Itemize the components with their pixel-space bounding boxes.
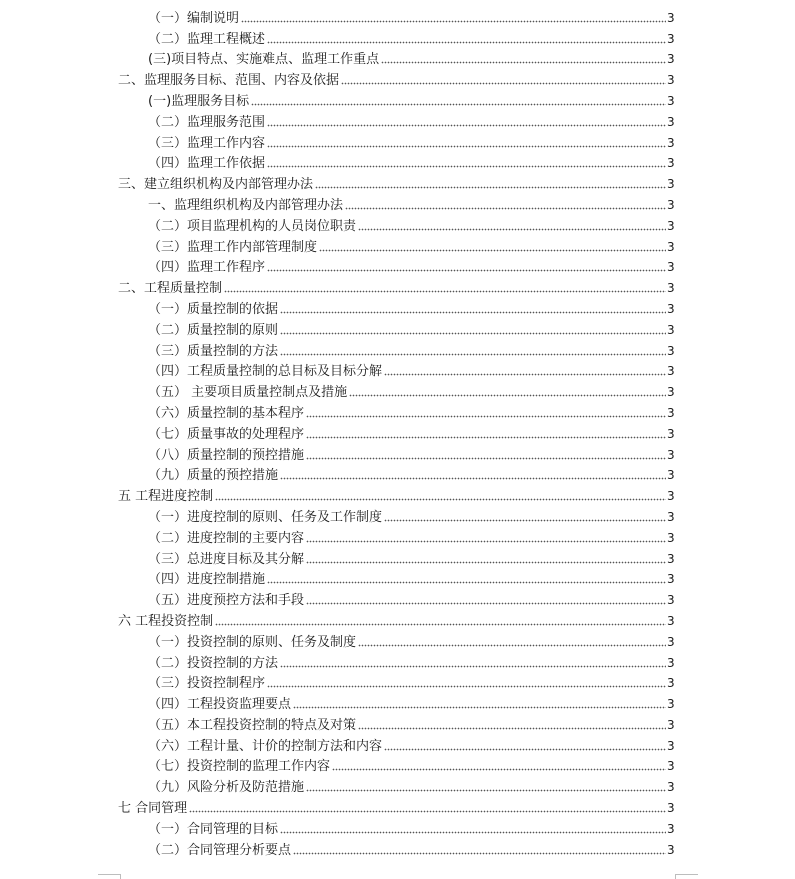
toc-dot-leader <box>306 593 666 605</box>
toc-page-number: 3 <box>667 385 675 400</box>
toc-entry-text: （七）质量事故的处理程序 <box>148 426 305 442</box>
toc-page-number: 3 <box>667 177 675 192</box>
toc-page-number: 3 <box>667 759 675 774</box>
toc-page-number: 3 <box>667 73 675 88</box>
toc-page-number: 3 <box>667 135 675 150</box>
toc-dot-leader <box>251 94 666 106</box>
toc-entry-text: （三）投资控制程序 <box>148 676 266 692</box>
toc-page-number: 3 <box>667 343 675 358</box>
toc-entry-text: （二）合同管理分析要点 <box>148 842 292 858</box>
toc-page-number: 3 <box>667 239 675 254</box>
toc-entry-text: （九）质量的预控措施 <box>148 468 279 484</box>
toc-subentry[interactable] <box>118 587 674 608</box>
toc-heading-entry[interactable] <box>118 275 674 296</box>
toc-entry-text: （二）监理工程概述 <box>148 31 266 47</box>
toc-subentry[interactable] <box>118 130 674 151</box>
table-of-contents <box>118 5 674 858</box>
page-corner-mark-left <box>98 874 121 879</box>
toc-entry-text: （四）工程质量控制的总目标及目标分解 <box>148 364 383 380</box>
toc-dot-leader <box>319 240 666 252</box>
toc-subentry[interactable] <box>118 546 674 567</box>
toc-dot-leader <box>358 635 666 647</box>
toc-entry-text: （九）风险分析及防范措施 <box>148 780 305 796</box>
toc-page-number: 3 <box>667 551 675 566</box>
toc-entry-text: （三）总进度目标及其分解 <box>148 551 305 567</box>
toc-dot-leader <box>341 73 666 85</box>
toc-dot-leader <box>267 572 666 584</box>
toc-entry-text: （三）监理工作内部管理制度 <box>148 239 318 255</box>
toc-dot-leader <box>267 115 666 127</box>
toc-dot-leader <box>345 198 666 210</box>
toc-page-number: 3 <box>667 697 675 712</box>
toc-dot-leader <box>293 697 666 709</box>
toc-dot-leader <box>267 136 666 148</box>
toc-entry-text: （八）质量控制的预控措施 <box>148 447 305 463</box>
toc-page-number: 3 <box>667 801 675 816</box>
toc-page-number: 3 <box>667 676 675 691</box>
toc-entry-text: （一）编制说明 <box>148 10 240 26</box>
toc-page-number: 3 <box>667 197 675 212</box>
toc-entry-text: 五 工程进度控制 <box>118 489 214 505</box>
toc-dot-leader <box>306 406 666 418</box>
toc-dot-leader <box>349 385 666 397</box>
toc-subentry[interactable] <box>118 650 674 671</box>
toc-entry-text: （四）进度控制措施 <box>148 572 266 588</box>
toc-entry-text: （四）监理工作程序 <box>148 260 266 276</box>
toc-dot-leader <box>280 323 666 335</box>
toc-page-number: 3 <box>667 322 675 337</box>
toc-dot-leader <box>224 281 666 293</box>
toc-entry-text: （四）监理工作依据 <box>148 156 266 172</box>
toc-dot-leader <box>381 52 666 64</box>
toc-dot-leader <box>293 843 666 855</box>
toc-subentry[interactable] <box>118 379 674 400</box>
toc-entry-text: (一)监理服务目标 <box>148 93 250 109</box>
toc-dot-leader <box>280 656 666 668</box>
toc-entry-text: （二）投资控制的方法 <box>148 655 279 671</box>
toc-page-number: 3 <box>667 634 675 649</box>
toc-subentry[interactable] <box>118 421 674 442</box>
toc-entry-text: 三、建立组织机构及内部管理办法 <box>118 177 314 193</box>
toc-entry-text: （一）质量控制的依据 <box>148 301 279 317</box>
toc-entry-text: 七 合同管理 <box>118 801 188 817</box>
toc-page-number: 3 <box>667 655 675 670</box>
toc-dot-leader <box>315 177 666 189</box>
toc-page-number: 3 <box>667 842 675 857</box>
toc-subentry[interactable] <box>118 296 674 317</box>
toc-subentry[interactable] <box>118 754 674 775</box>
toc-entry-text: （五）进度预控方法和手段 <box>148 593 305 609</box>
toc-page-number: 3 <box>667 717 675 732</box>
toc-page-number: 3 <box>667 364 675 379</box>
toc-entry-text: 二、监理服务目标、范围、内容及依据 <box>118 73 340 89</box>
toc-entry-text: （三）监理工作内容 <box>148 135 266 151</box>
toc-subentry[interactable] <box>118 400 674 421</box>
toc-dot-leader <box>280 468 666 480</box>
toc-dot-leader <box>267 260 666 272</box>
toc-entry-text: （五） 主要项目质量控制点及措施 <box>148 385 348 401</box>
toc-subentry[interactable] <box>118 504 674 525</box>
toc-subentry[interactable] <box>118 234 674 255</box>
toc-dot-leader <box>215 489 666 501</box>
toc-entry-text: (三)项目特点、实施难点、监理工作重点 <box>148 52 380 68</box>
toc-subentry[interactable] <box>118 109 674 130</box>
toc-page-number: 3 <box>667 93 675 108</box>
toc-entry-text: （一）合同管理的目标 <box>148 821 279 837</box>
toc-subentry[interactable] <box>118 47 674 68</box>
toc-entry-text: 二、工程质量控制 <box>118 281 223 297</box>
toc-subentry[interactable] <box>118 88 674 109</box>
page-corner-mark-right <box>675 874 698 879</box>
toc-dot-leader <box>332 759 666 771</box>
toc-dot-leader <box>306 780 666 792</box>
toc-dot-leader <box>267 32 666 44</box>
toc-subentry[interactable] <box>118 213 674 234</box>
toc-page-number: 3 <box>667 821 675 836</box>
toc-page-number: 3 <box>667 530 675 545</box>
toc-page-number: 3 <box>667 468 675 483</box>
toc-page-number: 3 <box>667 301 675 316</box>
toc-dot-leader <box>267 156 666 168</box>
toc-page-number: 3 <box>667 780 675 795</box>
toc-subentry[interactable] <box>118 629 674 650</box>
toc-entry-text: （二）质量控制的原则 <box>148 322 279 338</box>
toc-subentry[interactable] <box>118 151 674 172</box>
toc-entry-text: （一）投资控制的原则、任务及制度 <box>148 634 357 650</box>
toc-page-number: 3 <box>667 489 675 504</box>
toc-entry-text: （三）质量控制的方法 <box>148 343 279 359</box>
toc-page-number: 3 <box>667 426 675 441</box>
toc-page-number: 3 <box>667 613 675 628</box>
toc-dot-leader <box>215 614 666 626</box>
toc-entry-text: （七）投资控制的监理工作内容 <box>148 759 331 775</box>
toc-page-number: 3 <box>667 52 675 67</box>
toc-page-number: 3 <box>667 509 675 524</box>
toc-dot-leader <box>306 552 666 564</box>
toc-subentry[interactable] <box>118 338 674 359</box>
toc-subentry[interactable] <box>118 5 674 26</box>
toc-subentry[interactable] <box>118 26 674 47</box>
toc-heading-entry[interactable] <box>118 795 674 816</box>
toc-entry-text: （六）质量控制的基本程序 <box>148 405 305 421</box>
toc-page-number: 3 <box>667 281 675 296</box>
toc-subentry[interactable] <box>118 442 674 463</box>
toc-entry-text: 六 工程投资控制 <box>118 613 214 629</box>
toc-page-number: 3 <box>667 156 675 171</box>
toc-subentry[interactable] <box>118 317 674 338</box>
toc-heading-entry[interactable] <box>118 171 674 192</box>
toc-entry-text: （二）项目监理机构的人员岗位职责 <box>148 218 357 234</box>
toc-dot-leader <box>306 448 666 460</box>
toc-subentry[interactable] <box>118 567 674 588</box>
toc-dot-leader <box>241 11 666 23</box>
toc-page-number: 3 <box>667 10 675 25</box>
toc-heading-entry[interactable] <box>118 67 674 88</box>
toc-subentry[interactable] <box>118 359 674 380</box>
toc-subentry[interactable] <box>118 816 674 837</box>
toc-page-number: 3 <box>667 114 675 129</box>
toc-dot-leader <box>358 718 666 730</box>
toc-entry-text: （一）进度控制的原则、任务及工作制度 <box>148 509 383 525</box>
toc-subentry[interactable] <box>118 712 674 733</box>
toc-subentry[interactable] <box>118 733 674 754</box>
toc-dot-leader <box>306 427 666 439</box>
toc-dot-leader <box>384 739 666 751</box>
toc-subentry[interactable] <box>118 525 674 546</box>
toc-dot-leader <box>306 531 666 543</box>
toc-entry-text: （六）工程计量、计价的控制方法和内容 <box>148 738 383 754</box>
toc-page-number: 3 <box>667 572 675 587</box>
toc-subentry[interactable] <box>118 255 674 276</box>
toc-dot-leader <box>280 822 666 834</box>
toc-page-number: 3 <box>667 31 675 46</box>
toc-dot-leader <box>280 344 666 356</box>
toc-dot-leader <box>358 219 666 231</box>
toc-subentry[interactable] <box>118 192 674 213</box>
toc-page-number: 3 <box>667 405 675 420</box>
toc-page-number: 3 <box>667 447 675 462</box>
toc-dot-leader <box>384 510 666 522</box>
toc-page-number: 3 <box>667 218 675 233</box>
toc-page-number: 3 <box>667 738 675 753</box>
toc-heading-entry[interactable] <box>118 608 674 629</box>
toc-entry-text: （二）进度控制的主要内容 <box>148 530 305 546</box>
toc-dot-leader <box>280 302 666 314</box>
toc-entry-text: （四）工程投资监理要点 <box>148 697 292 713</box>
toc-entry-text: （五）本工程投资控制的特点及对策 <box>148 717 357 733</box>
toc-dot-leader <box>384 364 666 376</box>
toc-subentry[interactable] <box>118 774 674 795</box>
toc-page-number: 3 <box>667 260 675 275</box>
toc-dot-leader <box>189 801 666 813</box>
toc-subentry[interactable] <box>118 671 674 692</box>
toc-dot-leader <box>267 676 666 688</box>
toc-subentry[interactable] <box>118 691 674 712</box>
toc-heading-entry[interactable] <box>118 483 674 504</box>
toc-entry-text: （二）监理服务范围 <box>148 114 266 130</box>
toc-page-number: 3 <box>667 593 675 608</box>
toc-subentry[interactable] <box>118 463 674 484</box>
toc-entry-text: 一、监理组织机构及内部管理办法 <box>148 197 344 213</box>
toc-subentry[interactable] <box>118 837 674 858</box>
